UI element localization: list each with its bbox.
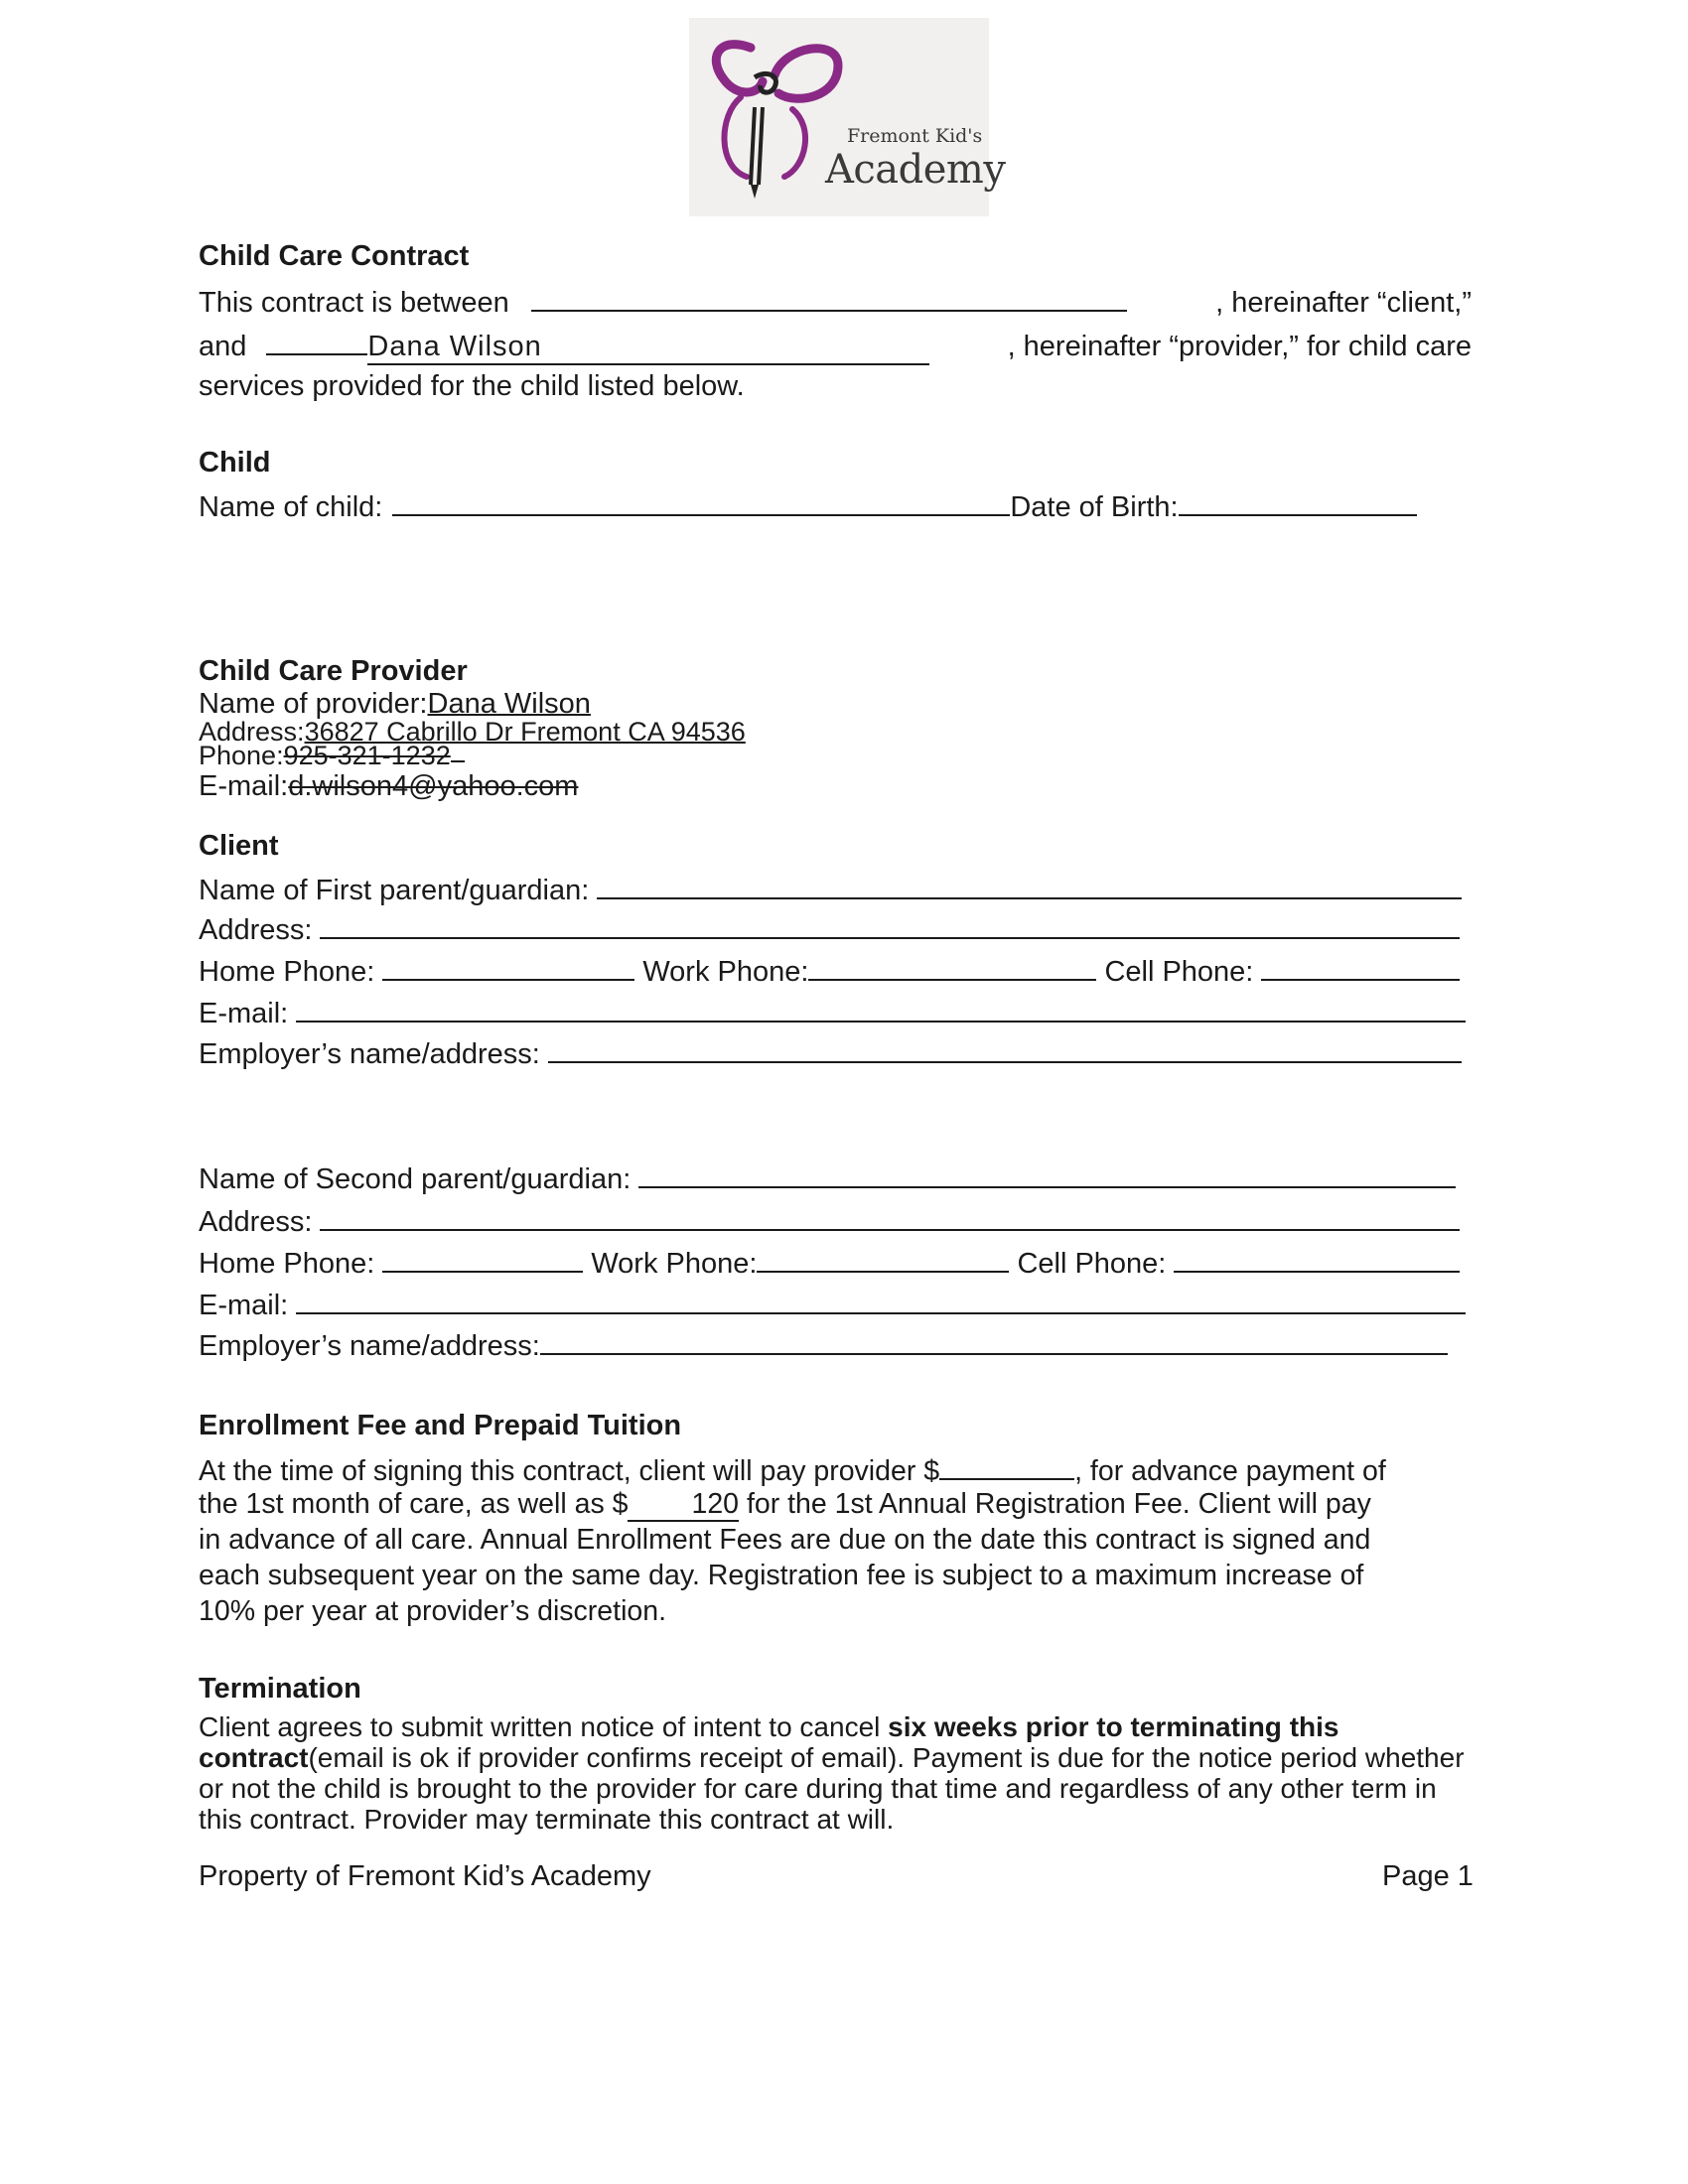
provider-name-label: Name of provider: xyxy=(199,688,428,720)
enrollment-l2-end: for the 1st Annual Registration Fee. Client will pay xyxy=(739,1488,1371,1520)
first-address-label: Address: xyxy=(199,914,313,946)
advance-payment-blank[interactable] xyxy=(939,1452,1074,1480)
first-cell-phone-label: Cell Phone: xyxy=(1104,956,1254,988)
provider-phone-row xyxy=(199,741,1472,771)
provider-heading: Child Care Provider xyxy=(199,655,468,687)
provider-phone-label: Phone: xyxy=(199,741,284,770)
first-cell-phone-blank[interactable] xyxy=(1261,953,1460,981)
contract-line2 xyxy=(199,328,1472,365)
second-email-blank[interactable] xyxy=(296,1287,1466,1314)
child-name-blank[interactable] xyxy=(392,488,1010,516)
contract-line1 xyxy=(199,284,1472,320)
first-employer-blank[interactable] xyxy=(548,1035,1462,1063)
enrollment-heading: Enrollment Fee and Prepaid Tuition xyxy=(199,1410,682,1441)
footer-left: Property of Fremont Kid’s Academy xyxy=(199,1860,651,1892)
second-home-phone-label: Home Phone: xyxy=(199,1248,375,1280)
first-phones-row xyxy=(199,953,1460,989)
contract-line2-end: , hereinafter “provider,” for child care xyxy=(1007,331,1472,362)
registration-fee-text: 120 xyxy=(691,1488,740,1520)
termination-bold: six weeks prior to terminating this contract xyxy=(199,1711,1339,1773)
logo-line2: Academy xyxy=(825,147,1006,193)
first-address-row xyxy=(199,911,1460,947)
second-phones-row xyxy=(199,1245,1460,1281)
child-name-row xyxy=(199,488,1440,524)
second-work-phone-blank[interactable] xyxy=(757,1245,1009,1273)
contract-line3: services provided for the child listed below. xyxy=(199,370,745,402)
enrollment-line3: in advance of all care. Annual Enrollment Fees are due on the date this contract is signed and xyxy=(199,1524,1371,1556)
contract-title: Child Care Contract xyxy=(199,240,470,272)
first-parent-label: Name of First parent/guardian: xyxy=(199,875,590,906)
enrollment-line5: 10% per year at provider’s discretion. xyxy=(199,1595,667,1627)
first-employer-row xyxy=(199,1035,1462,1071)
second-address-label: Address: xyxy=(199,1206,313,1238)
enrollment-line1 xyxy=(199,1452,1472,1488)
registration-fee-value[interactable] xyxy=(628,1488,739,1522)
contract-line2-and: and xyxy=(199,331,247,362)
second-email-row xyxy=(199,1287,1466,1322)
second-email-label: E-mail: xyxy=(199,1290,289,1321)
enrollment-l2-start: the 1st month of care, as well as $ xyxy=(199,1488,629,1520)
first-email-label: E-mail: xyxy=(199,998,289,1029)
provider-email-row xyxy=(199,770,1472,803)
enrollment-line4: each subsequent year on the same day. Registration fee is subject to a maximum increase of xyxy=(199,1560,1364,1591)
academy-logo xyxy=(689,18,1006,216)
provider-address-label: Address: xyxy=(199,717,305,747)
second-employer-label: Employer’s name/address: xyxy=(199,1330,540,1362)
provider-phone-value[interactable]: 925-321-1232 xyxy=(283,741,451,770)
termination-heading: Termination xyxy=(199,1673,361,1705)
provider-name-text: Dana Wilson xyxy=(367,331,542,362)
termination-start: Client agrees to submit written notice of intent to cancel xyxy=(199,1711,889,1742)
child-dob-blank[interactable] xyxy=(1179,488,1417,516)
termination-text xyxy=(199,1711,1470,1835)
first-parent-blank[interactable] xyxy=(597,872,1462,899)
first-email-blank[interactable] xyxy=(296,995,1466,1023)
second-work-phone-label: Work Phone: xyxy=(591,1248,758,1280)
child-name-label: Name of child: xyxy=(199,491,383,523)
second-parent-row xyxy=(199,1160,1456,1196)
provider-email-value[interactable]: d.wilson4@yahoo.com xyxy=(288,770,579,802)
second-employer-blank[interactable] xyxy=(540,1327,1448,1355)
first-home-phone-label: Home Phone: xyxy=(199,956,375,988)
first-parent-row xyxy=(199,872,1462,907)
second-parent-blank[interactable] xyxy=(638,1160,1456,1188)
second-cell-phone-blank[interactable] xyxy=(1174,1245,1460,1273)
child-dob-label: Date of Birth: xyxy=(1010,491,1179,523)
second-employer-row xyxy=(199,1327,1448,1363)
first-work-phone-label: Work Phone: xyxy=(642,956,809,988)
first-address-blank[interactable] xyxy=(320,911,1460,939)
client-name-blank[interactable] xyxy=(531,284,1127,312)
second-parent-label: Name of Second parent/guardian: xyxy=(199,1163,632,1195)
second-address-blank[interactable] xyxy=(320,1203,1460,1231)
second-address-row xyxy=(199,1203,1460,1239)
contract-line1-start: This contract is between xyxy=(199,287,509,319)
first-home-phone-blank[interactable] xyxy=(382,953,634,981)
footer-page-number: Page 1 xyxy=(1382,1860,1474,1892)
first-email-row xyxy=(199,995,1466,1030)
logo-line1: Fremont Kid's xyxy=(847,125,983,147)
client-heading: Client xyxy=(199,830,279,862)
provider-blank-lead[interactable] xyxy=(266,328,367,355)
provider-name-value[interactable]: Dana Wilson xyxy=(427,688,591,720)
provider-phone-tail xyxy=(451,752,465,762)
first-employer-label: Employer’s name/address: xyxy=(199,1038,540,1070)
termination-rest: (email is ok if provider confirms receipt of email). Payment is due for the notice period whether or not the child is brought to the provider for care during that time and regardless of any other term in this contract. Provider may terminate this contract at will. xyxy=(199,1742,1465,1835)
provider-email-label: E-mail: xyxy=(199,770,289,802)
contract-line1-end: , hereinafter “client,” xyxy=(1215,287,1472,319)
provider-address-value[interactable]: 36827 Cabrillo Dr Fremont CA 94536 xyxy=(304,717,746,747)
provider-name-blank[interactable] xyxy=(367,331,928,365)
child-heading: Child xyxy=(199,447,271,478)
enrollment-l1-end: , for advance payment of xyxy=(1074,1455,1386,1487)
enrollment-line2 xyxy=(199,1488,1472,1521)
second-cell-phone-label: Cell Phone: xyxy=(1017,1248,1167,1280)
first-work-phone-blank[interactable] xyxy=(808,953,1096,981)
second-home-phone-blank[interactable] xyxy=(382,1245,583,1273)
enrollment-l1-start: At the time of signing this contract, client will pay provider $ xyxy=(199,1455,940,1487)
